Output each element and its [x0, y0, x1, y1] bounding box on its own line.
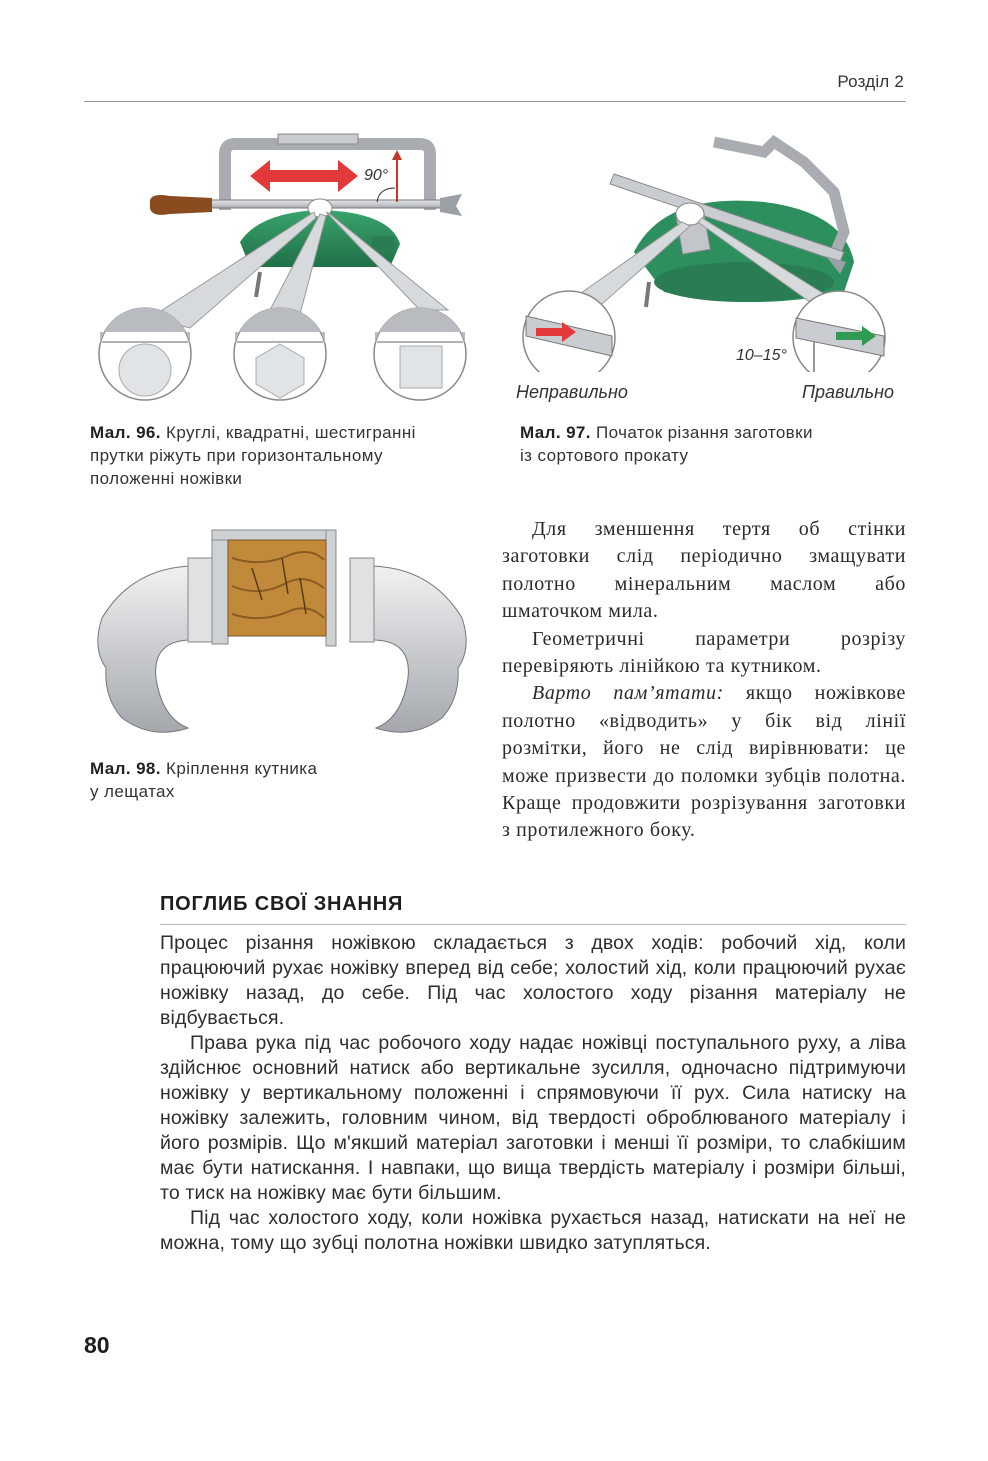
deepen-paragraph-3: Під час холостого ходу, коли ножівка рухається назад, натискати на неї не можна, тому що зубці полотна ножівки швидко затупляться. — [160, 1207, 906, 1254]
deepen-paragraph-2: Права рука під час робочого ходу надає ножівці поступального руху, а ліва здійснює основний натиск або вертикальне зусилля, одночасно підтримуючи ножівку у вертикальному положенні і спрямовуючи її рух. Сила натиску на ножівку залежить, головним чином, від твердості оброблюваного матеріалу і його розмірів. Що м'якший матеріал заготовки і менші її розміри, то слабкішим має бути натискання. І навпаки, що вища твердість матеріалу і розміри більші, то тиск на ножівку має бути більшим. — [160, 1032, 906, 1204]
figure-98-caption-line-2: у лещатах — [90, 782, 175, 801]
label-wrong: Неправильно — [516, 382, 628, 402]
figure-96-caption-line-1: Круглі, квадратні, шестигранні — [166, 423, 416, 442]
deepen-divider — [160, 924, 906, 925]
figure-96-caption-line-2: прутки ріжуть при горизонтальному — [90, 446, 383, 465]
deepen-paragraph-1: Процес різання ножівкою складається з двох ходів: робочий хід, коли працюючий рухає ножівку вперед від себе; холостий хід, коли працюючий рухає ножівку назад, до себе. Під час холостого ходу різання матеріалу не відбувається. — [160, 932, 906, 1029]
deepen-knowledge-body — [160, 931, 906, 1256]
label-right: Правильно — [802, 382, 895, 402]
figure-98-caption-line-1: Кріплення кутника — [166, 759, 318, 778]
figure-96-caption-line-3: положенні ножівки — [90, 469, 243, 488]
figure-96-number: Мал. 96. — [90, 423, 161, 442]
figure-98-number: Мал. 98. — [90, 759, 161, 778]
section-label: Розділ 2 — [837, 72, 904, 91]
side-text-column — [502, 516, 906, 845]
deepen-knowledge-title: ПОГЛИБ СВОЇ ЗНАННЯ — [160, 893, 404, 915]
figure-97-caption-line-2: із сортового прокату — [520, 446, 689, 465]
side-paragraph-1: Для зменшення тертя об стінки заготовки слід періодично змащувати полотно мінеральним маслом або шматочком мила. — [502, 518, 906, 623]
figure-96-caption — [90, 421, 500, 490]
figure-98-caption — [90, 757, 470, 803]
side-paragraph-3-text: якщо ножівкове полотно «відводить» у бік від лінії розмітки, його не слід вирівнювати: це може призвести до поломки зубців полотна. Краще продовжити розрізування заготовки з протилежного боку. — [502, 682, 906, 842]
remember-label: Варто пам’ятати: — [532, 682, 724, 705]
side-paragraph-3 — [502, 680, 906, 844]
figure-98-illustration — [92, 528, 472, 740]
figure-97-caption-line-1: Початок різання заготовки — [596, 423, 813, 442]
side-paragraph-2: Геометричні параметри розрізу перевіряють лінійкою та кутником. — [502, 627, 906, 678]
figure-97-illustration — [514, 132, 906, 372]
page-number: 80 — [84, 1332, 110, 1358]
figure-97-caption — [520, 421, 906, 467]
header-divider — [84, 101, 906, 102]
angle-90-label: 90° — [364, 167, 389, 184]
angle-10-15-label: 10–15° — [736, 347, 787, 364]
figure-97-number: Мал. 97. — [520, 423, 591, 442]
figure-96-illustration — [90, 132, 500, 404]
